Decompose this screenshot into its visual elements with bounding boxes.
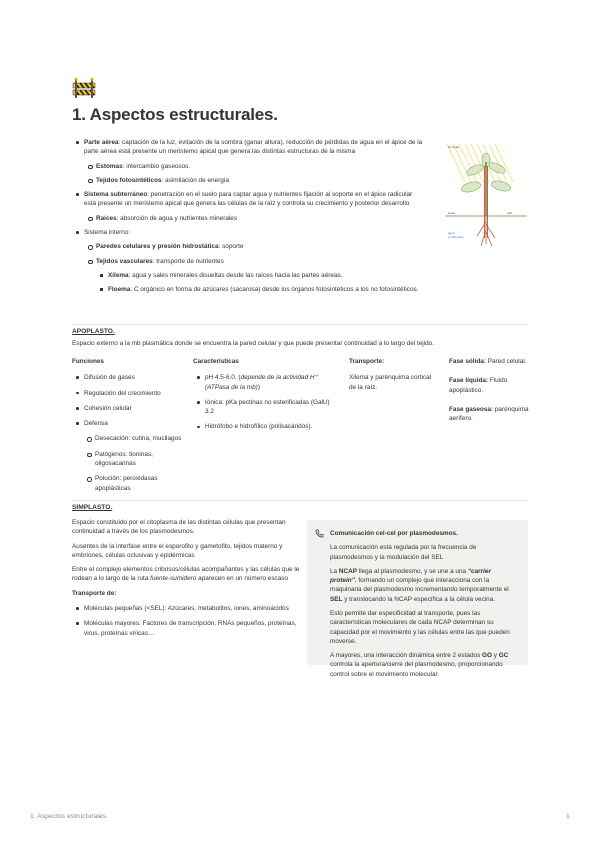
- list-item: Difusión de gases: [84, 373, 187, 382]
- fase-label: Fase líquida:: [449, 377, 489, 385]
- fase-item: [449, 405, 529, 424]
- funciones-heading: Funciones: [72, 358, 104, 365]
- apoplasto-heading: APOPLASTO.: [72, 328, 115, 335]
- ph-suffix: ): [257, 383, 260, 391]
- list-item: [84, 228, 424, 294]
- fase-text: Fluido apoplástico.: [449, 377, 508, 394]
- simplasto-paragraph: Ausentes de la interfase entre el esporofito y gametofito, tejidos materno y embriones, células oclusivas y epidérmicas: [72, 542, 283, 559]
- list-item: Floema: C orgánico en forma de azúcares (sacarosa) desde los órganos fotosintéticos a los no fotosintéticos.: [108, 285, 424, 294]
- caracteristicas-column: [193, 357, 338, 438]
- construction-barrier-icon: [72, 78, 96, 98]
- phone-icon: [315, 529, 324, 538]
- apoplasto-description: Espacio externo a la mb plasmática donde se encuentra la pared celular y que puede presentar continuidad a lo largo del tejido.: [72, 340, 435, 347]
- term-label: Paredes celulares y presión hidrostática: [96, 243, 219, 251]
- list-item: Iónica: pKa pectinas no esterificadas (GalU) 3.2: [205, 398, 338, 417]
- plant-label-root: raíz: [507, 211, 513, 215]
- text-run: aparecen en un número escaso: [196, 575, 289, 583]
- term-text: Sistema interno:: [84, 228, 131, 236]
- plant-label-soil: suelo: [448, 211, 456, 215]
- simplasto-paragraph: [72, 565, 304, 584]
- divider: [72, 324, 528, 325]
- list-item: Regulación del crecimiento: [84, 389, 187, 398]
- ph-text: pH 4.5-6.0. (: [205, 374, 241, 382]
- text-run-bold: GO: [482, 652, 492, 660]
- term-text: asimilación de energía: [165, 176, 230, 184]
- transporte-heading: Transporte de:: [72, 589, 117, 597]
- list-item: Moléculas pequeñas (<SEL): Azúcares, metabolitos, iones, aminoácidos: [84, 604, 304, 613]
- list-item: Polución: peroxidasas apoplásticas: [95, 474, 187, 493]
- term-text: C orgánico en forma de azúcares (sacarosa) desde los órganos fotosintéticos a los no fotosintéticos.: [133, 286, 419, 294]
- structure-list: [84, 138, 424, 299]
- text-run-bold: GC: [498, 652, 509, 660]
- list-item: Raíces: absorción de agua y nutrientes minerales: [96, 214, 424, 223]
- page-title: 1. Aspectos estructurales.: [72, 105, 278, 124]
- list-item-text: Defensa: [84, 420, 108, 428]
- text-run: Entre el complejo elementos cribosos/células acompañantes y las células que le rodean a lo largo de la ruta: [72, 566, 300, 583]
- simplasto-heading: SIMPLASTO.: [72, 504, 113, 511]
- plant-diagram: [445, 142, 527, 250]
- term-text: agua y sales minerales disueltas desde las raíces hacia las partes aéreas.: [132, 271, 343, 279]
- text-run: controla la apertura/cierre del plasmodesmo, proporcionando control sobre el movimiento molecular.: [330, 661, 503, 678]
- callout-paragraph: [330, 651, 518, 679]
- text-run-bold: SEL: [330, 595, 343, 603]
- text-run: La: [330, 567, 339, 575]
- term-label: Raíces: [96, 214, 117, 222]
- fase-item: [449, 376, 529, 395]
- fase-label: Fase gaseosa:: [449, 405, 494, 413]
- caracteristicas-heading: Características: [193, 358, 239, 365]
- callout-plasmodesmos: [307, 520, 528, 678]
- term-text: absorción de agua y nutrientes minerales: [120, 214, 238, 222]
- transporte-text: Xilema y parénquima cortical de la raíz.: [349, 374, 432, 391]
- divider: [72, 500, 528, 501]
- list-item: Tejidos fotosintéticos: asimilación de energía: [96, 176, 424, 185]
- list-item: Patógenos: tioninas, oligosacarinas: [95, 450, 187, 469]
- term-text: captación de la luz, evitación de la sombra (ganar altura), reducción de pérdidas de agua en el ápice de la parte aérea está presente un meristemo apical que genera las distintas estructuras de la misma: [84, 139, 423, 156]
- transporte-heading: Transporte:: [349, 358, 385, 365]
- callout-paragraph: La comunicación está regulada por la frecuencia de plasmodesmos y la modulación del SEL: [330, 544, 477, 561]
- fase-label: Fase sólida:: [449, 358, 486, 365]
- list-item: Tejidos vasculares: transporte de nutrientes Xilema: agua y sales minerales disueltas desde las raíces hacia las partes aéreas. Floema: C orgánico en forma de azúcares (sacarosa) desde los órganos fotosintéticos a los no fotosintéticos.: [96, 257, 424, 295]
- list-item: Cohesión celular: [84, 404, 187, 413]
- funciones-column: [72, 357, 187, 499]
- term-label: Sistema subterráneo: [84, 191, 148, 199]
- term-text: intercambio gaseosos.: [126, 162, 191, 170]
- term-label: Parte aérea: [84, 139, 119, 146]
- text-run: llega al plasmodesmo, y se une a una: [357, 567, 468, 575]
- text-run: , formando un complejo que interacciona con la maquinaria del plasmodesmo incrementando temporalmente el: [330, 577, 509, 594]
- list-item: Paredes celulares y presión hidrostática: soporte: [96, 242, 424, 251]
- list-item: Moléculas mayores: Factores de transcripción, RNAs pequeños, proteínas, virus, proteínas víricas…: [84, 619, 304, 638]
- term-label: Xilema: [108, 271, 129, 279]
- term-label: Estomas: [96, 162, 123, 170]
- callout-paragraph: Esto permite dar especificidad al transporte, pues las características moleculares de cada NCAP determinan su capacidad por el movimiento y las células entre las que pueden moverse.: [330, 609, 510, 645]
- plant-label-nutrients: y nutrientes: [448, 235, 464, 239]
- list-item: Xilema: agua y sales minerales disueltas desde las raíces hacia las partes aéreas.: [108, 271, 424, 280]
- simplasto-paragraph: Espacio constituido por el citoplasma de las distintas células que presentan continuidad a través de los plasmodesmos.: [72, 519, 286, 536]
- text-run: y: [492, 652, 499, 660]
- term-label: Tejidos fotosintéticos: [96, 176, 162, 184]
- simplasto-body: [72, 518, 304, 644]
- term-label: Tejidos vasculares: [96, 257, 153, 265]
- plant-label-light: luz solar: [448, 145, 460, 149]
- text-run: y translocando la NCAP específica a la célula vecina.: [342, 595, 496, 603]
- page-number: 1: [566, 813, 570, 820]
- list-item: [84, 419, 187, 493]
- text-run-italic: fuente-sumidero: [150, 575, 197, 583]
- footer-title: 1. Aspectos estructurales.: [30, 813, 108, 820]
- fase-item: [449, 357, 529, 366]
- callout-paragraph: [330, 567, 518, 604]
- list-item: Parte aérea: captación de la luz, evitación de la sombra (ganar altura), reducción de pérdidas de agua en el ápice de la parte aérea está presente un meristemo apical que genera las distintas estructuras de la misma Estomas: intercambio gaseosos. Tejidos fotosintéticos: asimilación de energía: [84, 139, 423, 184]
- list-item: Desecación: cutina, mucilagos: [95, 434, 187, 443]
- text-run-bold: NCAP: [338, 567, 357, 575]
- fase-text: Pared celular.: [487, 358, 527, 365]
- term-text: penetración en el suelo para captar agua y nutrientes fijación al soporte en el ápice radicular está presente un meristemo apical que genera las células de la raíz y controla su crecimiento y posterior desarrollo: [84, 191, 413, 208]
- ph-italic-text: depende de la actividad H⁺ (ATPasa de la mb): [205, 374, 318, 391]
- transporte-column: [349, 357, 437, 392]
- plant-label-water: agua: [448, 231, 455, 235]
- list-item: Sistema subterráneo: penetración en el suelo para captar agua y nutrientes fijación al soporte en el ápice radicular está presente un meristemo apical que genera las células de la raíz y controla su crecimiento y posterior desarrollo Raíces: absorción de agua y nutrientes minerales: [84, 190, 424, 223]
- list-item: Hidrófobo e hidrofílico (polisacáridos).: [205, 422, 338, 431]
- text-run-bold-italic: “carrier protein”: [330, 567, 491, 585]
- list-item: [205, 373, 338, 392]
- fases-column: [449, 357, 529, 433]
- term-label: Floema: [108, 286, 131, 294]
- text-run: A mayores, una interacción dinámica entre 2 estados: [330, 652, 483, 660]
- callout-title: Comunicación cel-cel por plasmodesmos.: [330, 530, 458, 537]
- term-text: transporte de nutrientes: [156, 257, 224, 265]
- term-text: soporte: [222, 243, 244, 251]
- list-item: Estomas: intercambio gaseosos.: [96, 162, 424, 171]
- fase-text: parénquima aerífero.: [449, 405, 529, 423]
